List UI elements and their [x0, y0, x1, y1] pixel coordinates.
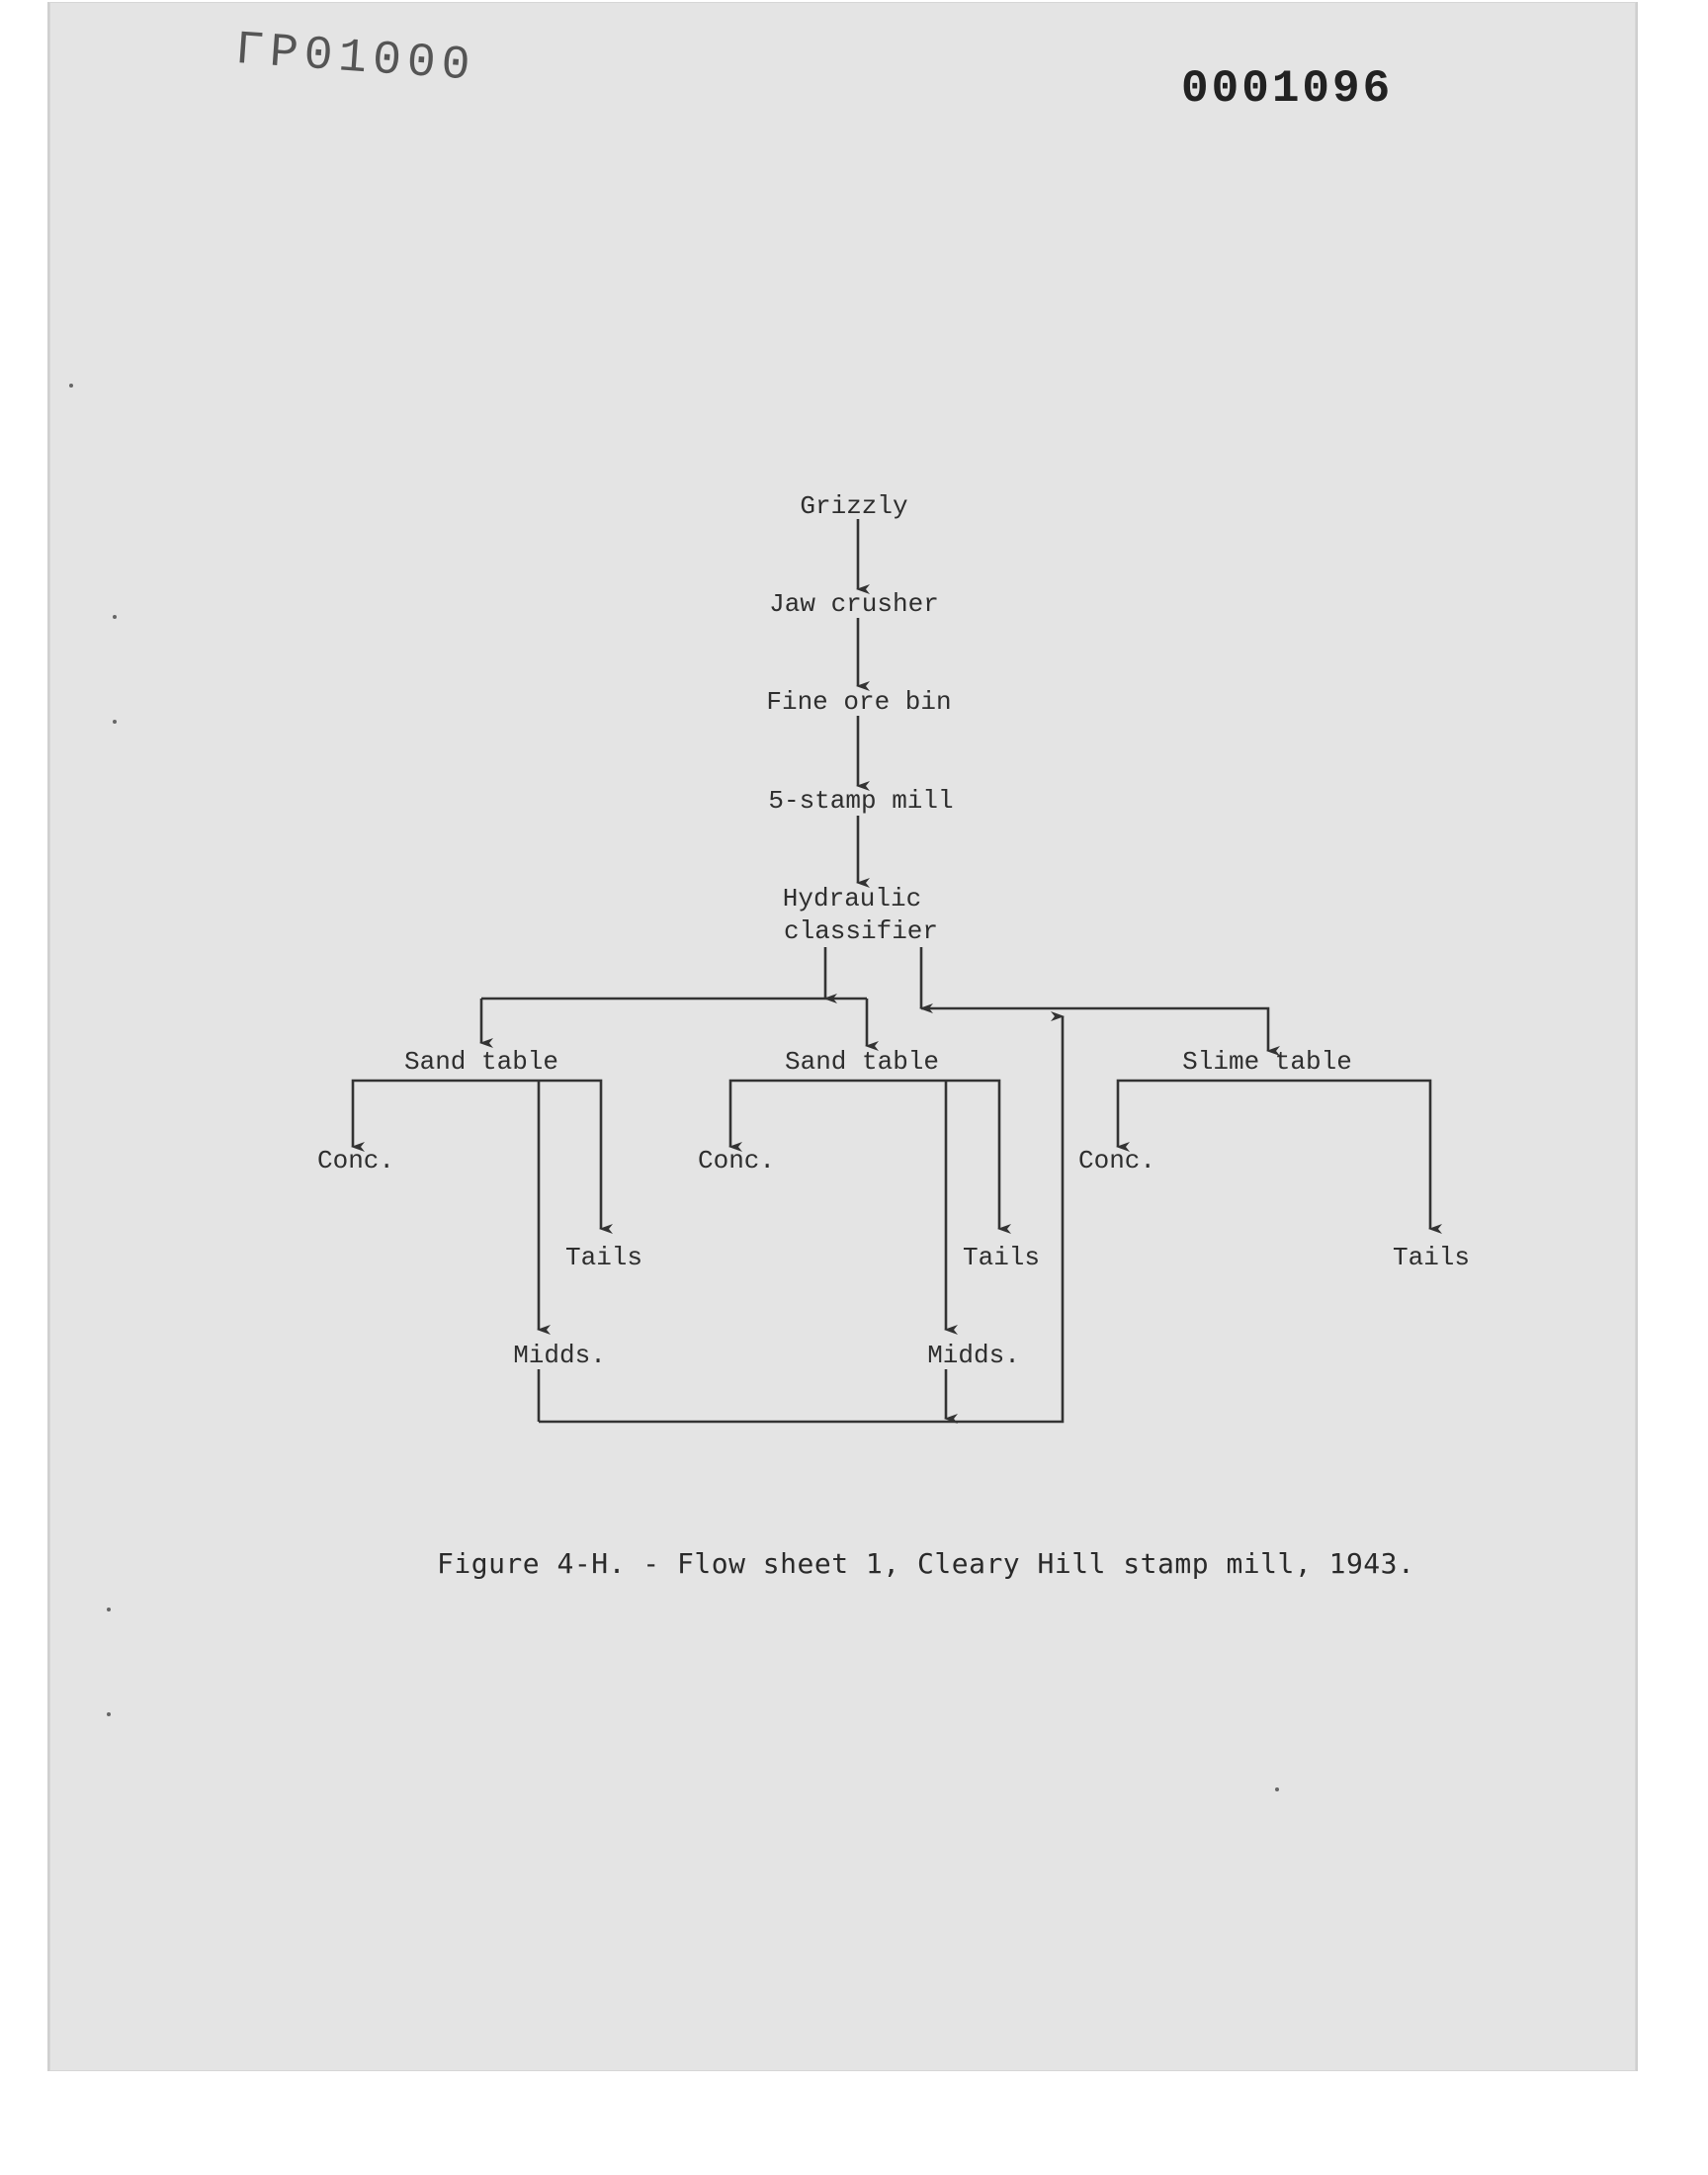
archive-stamp-left: ГР01000	[233, 24, 478, 94]
node-hydraulic-classifier-line-2: classifier	[783, 916, 939, 946]
scan-speck	[107, 1608, 111, 1611]
node-jaw-crusher: Jaw crusher	[769, 589, 939, 619]
node-sand-table-1: Sand table	[403, 1047, 559, 1077]
page-number-stamp: 0001096	[1181, 63, 1394, 115]
scan-speck	[1275, 1787, 1279, 1791]
edge-sand-table-1-to-conc	[353, 1081, 539, 1147]
edge-sand-table-2-to-conc	[730, 1081, 946, 1147]
node-midds-1: Midds.	[513, 1341, 606, 1370]
scan-speck	[113, 720, 117, 724]
scan-speck	[107, 1712, 111, 1716]
edge-slime-table-to-tails	[1268, 1081, 1430, 1229]
edge-slime-table-to-conc	[1118, 1081, 1268, 1147]
node-midds-2: Midds.	[927, 1341, 1020, 1370]
node-stamp-mill: 5-stamp mill	[768, 786, 954, 816]
node-tails-2: Tails	[962, 1243, 1041, 1272]
edge-sand-table-2-to-tails	[946, 1081, 999, 1229]
node-grizzly: Grizzly	[800, 491, 908, 521]
edge-classifier-to-slime-table	[921, 1008, 1268, 1051]
node-hydraulic-classifier-line-1: Hydraulic	[782, 884, 922, 914]
node-slime-table: Slime table	[1182, 1047, 1352, 1077]
flow-edges	[353, 519, 1430, 1422]
node-tails-3: Tails	[1392, 1243, 1471, 1272]
scan-speck	[69, 384, 73, 388]
node-conc-1: Conc.	[316, 1146, 395, 1175]
node-tails-1: Tails	[564, 1243, 643, 1272]
flow-nodes	[317, 491, 1470, 1370]
edge-sand-table-1-to-tails	[539, 1081, 601, 1229]
node-conc-2: Conc.	[697, 1146, 776, 1175]
figure-caption: Figure 4-H. - Flow sheet 1, Cleary Hill stamp mill, 1943.	[437, 1547, 1415, 1580]
node-sand-table-2: Sand table	[784, 1047, 940, 1077]
node-fine-ore-bin: Fine ore bin	[766, 687, 952, 717]
node-conc-3: Conc.	[1077, 1146, 1156, 1175]
scan-speck	[113, 615, 117, 619]
